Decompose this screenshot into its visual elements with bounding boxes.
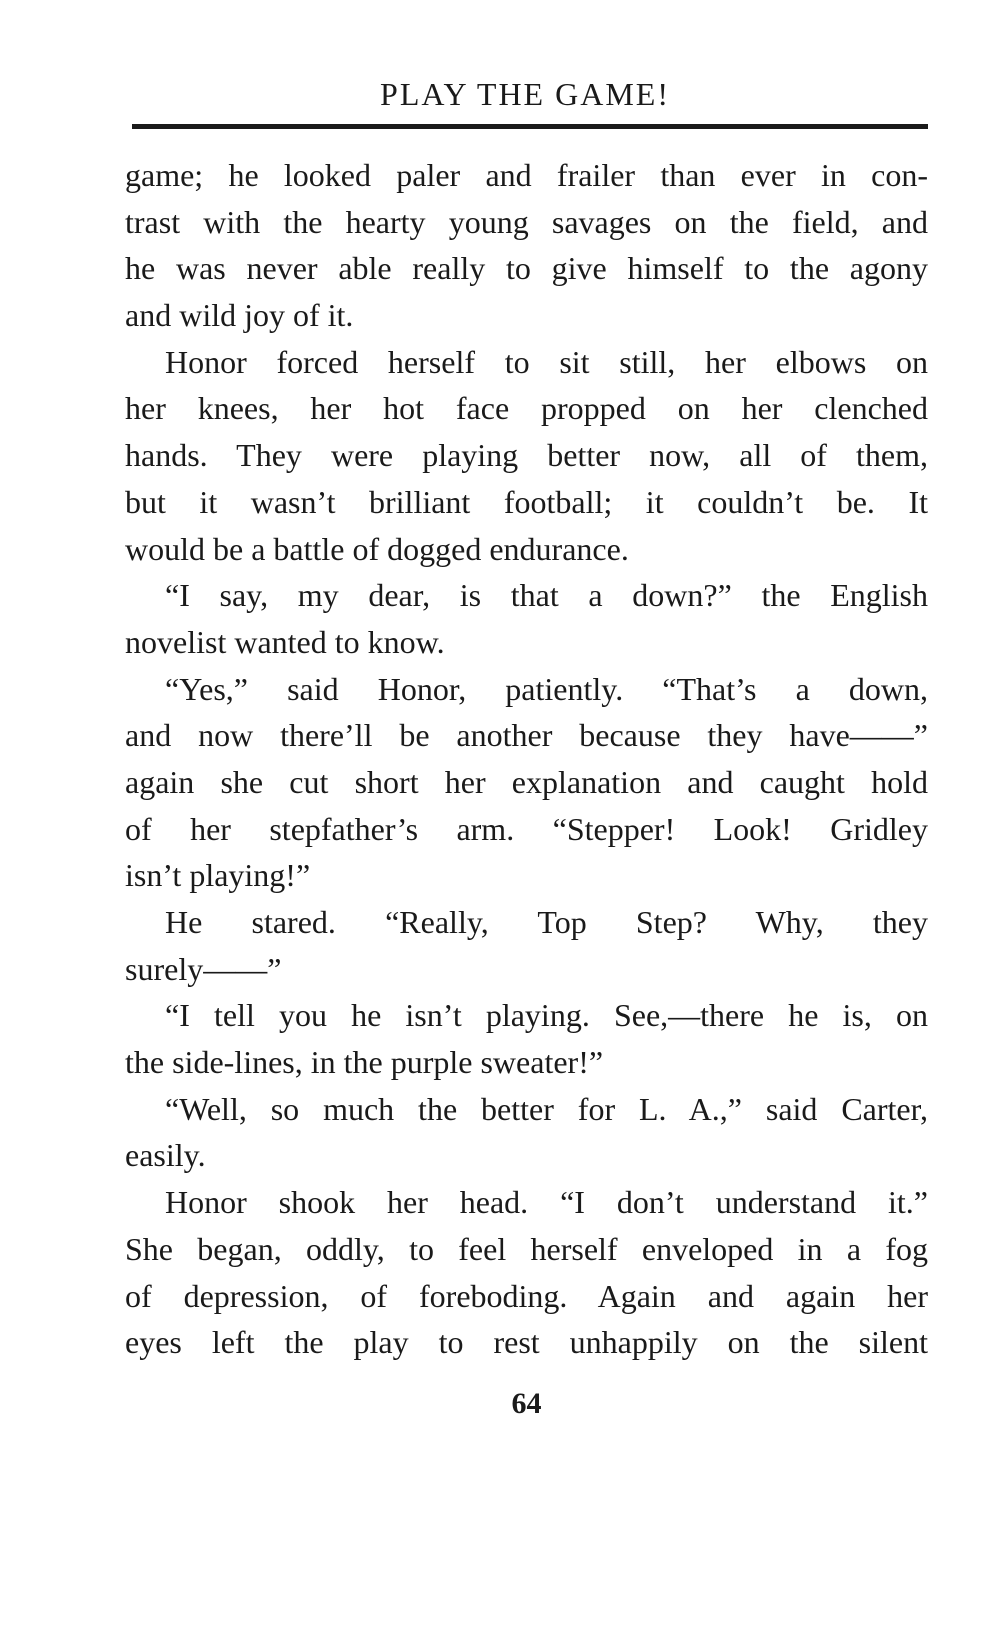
text-line: her knees, her hot face propped on her clenched: [125, 390, 928, 427]
text-line: and now there’ll be another because they have——”: [125, 717, 928, 754]
text-line: “I say, my dear, is that a down?” the English: [165, 577, 928, 614]
text-line: of her stepfather’s arm. “Stepper! Look! Gridley: [125, 810, 928, 847]
text-line: “Yes,” said Honor, patiently. “That’s a down,: [165, 670, 928, 707]
text-line: “Well, so much the better for L. A.,” said Carter,: [165, 1090, 928, 1127]
text-line: novelist wanted to know.: [125, 623, 445, 660]
header-rule: [132, 124, 928, 129]
text-line: easily.: [125, 1137, 206, 1174]
text-line: Honor shook her head. “I don’t understand it.”: [165, 1184, 928, 1221]
text-line: he was never able really to give himself to the agony: [125, 250, 928, 287]
text-line: She began, oddly, to feel herself enveloped in a fog: [125, 1230, 928, 1267]
text-line: would be a battle of dogged endurance.: [125, 530, 629, 567]
text-line: “I tell you he isn’t playing. See,—there he is, on: [165, 997, 928, 1034]
text-line: hands. They were playing better now, all of them,: [125, 437, 928, 474]
text-line: isn’t playing!”: [125, 857, 311, 894]
running-head: PLAY THE GAME!: [380, 76, 670, 112]
text-line: of depression, of foreboding. Again and again her: [125, 1277, 928, 1314]
body-text: [125, 152, 928, 1366]
text-line: game; he looked paler and frailer than ever in con-: [125, 157, 928, 193]
text-line: the side-lines, in the purple sweater!”: [125, 1044, 604, 1081]
text-line: but it wasn’t brilliant football; it couldn’t be. It: [125, 483, 928, 520]
text-line: surely——”: [125, 950, 282, 987]
text-line: Honor forced herself to sit still, her elbows on: [165, 343, 928, 380]
text-line: eyes left the play to rest unhappily on the silent: [125, 1324, 928, 1361]
page-number: 64: [511, 1387, 542, 1420]
text-line: and wild joy of it.: [125, 297, 354, 334]
text-line: trast with the hearty young savages on the field, and: [125, 203, 928, 240]
text-line: He stared. “Really, Top Step? Why, they: [165, 904, 928, 940]
text-line: again she cut short her explanation and caught hold: [125, 763, 928, 800]
